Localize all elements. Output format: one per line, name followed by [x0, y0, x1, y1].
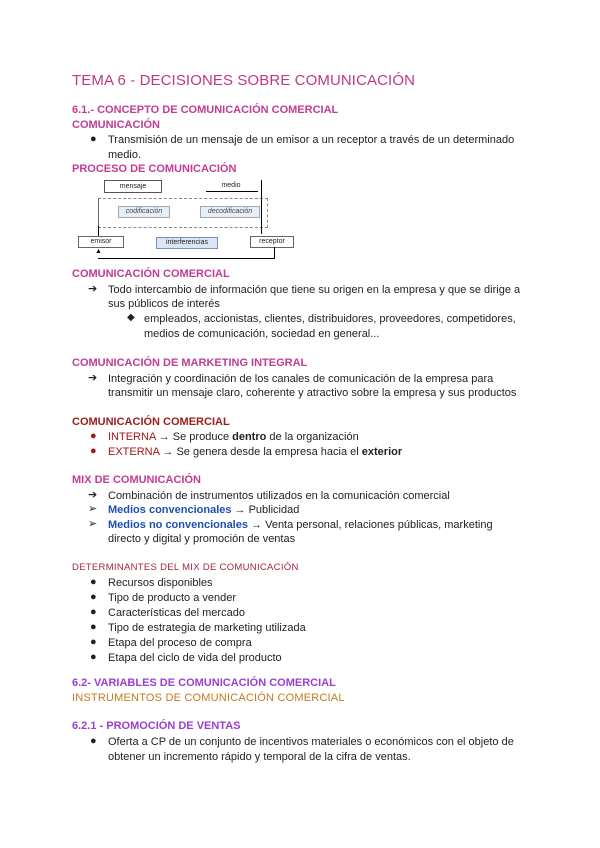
emisor-connector	[98, 226, 99, 236]
comunicacion-text-line1: Transmisión de un mensaje de un emisor a un receptor a través de un determinado	[108, 134, 515, 146]
mix-heading: MIX DE COMUNICACIÓN	[72, 474, 201, 486]
bullet-dot: ●	[90, 735, 97, 747]
medios-convencionales-label: Medios convencionales	[108, 504, 232, 516]
medios-no-convencionales-line2: directo y digital y promoción de ventas	[108, 533, 296, 545]
determinante-item: Recursos disponibles	[108, 577, 213, 589]
interna-line	[108, 430, 359, 445]
arrow-icon: ➔	[88, 283, 98, 295]
bullet-dot: ●	[90, 636, 97, 648]
bullet-dot: ●	[90, 606, 97, 618]
section-6-2-heading: 6.2- VARIABLES DE COMUNICACIÓN COMERCIAL	[72, 677, 336, 689]
mix-arrow-text: Combinación de instrumentos utilizados en la comunicación comercial	[108, 490, 450, 502]
codificacion-box: codificación	[118, 206, 170, 218]
bullet-dot: ●	[90, 133, 97, 145]
comunicacion-comercial-2-heading: COMUNICACIÓN COMERCIAL	[72, 416, 230, 428]
bullet-dot: ●	[90, 445, 97, 457]
interna-pre: → Se produce	[155, 431, 233, 443]
interna-label: INTERNA	[108, 431, 156, 443]
marketing-text-line2: transmitir un mensaje claro, coherente y atractivo sobre la empresa y sus productos	[108, 387, 517, 399]
externa-bold: exterior	[361, 446, 403, 458]
determinante-item: Etapa del ciclo de vida del producto	[108, 652, 282, 664]
externa-pre: → Se genera desde la empresa hacia el	[159, 446, 362, 458]
arrow-icon: ➔	[88, 372, 98, 384]
externa-label: EXTERNA	[108, 446, 160, 458]
determinante-item: Tipo de producto a vender	[108, 592, 237, 604]
receptor-connector	[261, 180, 262, 234]
instrumentos-heading: INSTRUMENTOS DE COMUNICACIÓN COMERCIAL	[72, 692, 345, 704]
arrowhead-icon: ➢	[88, 518, 98, 530]
marketing-text-line1: Integración y coordinación de los canales de comunicación de la empresa para	[108, 373, 494, 385]
diamond-icon: ◆	[127, 312, 135, 323]
proceso-heading: PROCESO DE COMUNICACIÓN	[72, 163, 237, 175]
marketing-integral-heading: COMUNICACIÓN DE MARKETING INTEGRAL	[72, 357, 308, 369]
publicos-text-line1: empleados, accionistas, clientes, distribuidores, proveedores, competidores,	[144, 313, 516, 325]
promocion-text-line1: Oferta a CP de un conjunto de incentivos materiales o económicos con el objeto de	[108, 736, 514, 748]
comunicacion-comercial-heading: COMUNICACIÓN COMERCIAL	[72, 268, 230, 280]
bullet-dot: ●	[90, 621, 97, 633]
feedback-line-up	[274, 247, 275, 259]
section-6-1-heading: 6.1.- CONCEPTO DE COMUNICACIÓN COMERCIAL	[72, 104, 339, 116]
comunicacion-heading: COMUNICACIÓN	[72, 119, 160, 131]
communication-process-diagram	[78, 180, 288, 260]
medios-no-convencionales-rest: → Venta personal, relaciones públicas, marketing	[247, 519, 493, 531]
bullet-dot: ●	[90, 576, 97, 588]
decodificacion-box: decodificación	[200, 206, 260, 218]
emisor-box: emisor	[78, 236, 124, 248]
medios-convencionales-line	[108, 503, 299, 518]
arrowhead-icon: ➢	[88, 503, 98, 515]
determinantes-heading: DETERMINANTES DEL MIX DE COMUNICACIÓN	[72, 562, 299, 573]
mensaje-box: mensaje	[104, 180, 162, 193]
page-title: TEMA 6 - DECISIONES SOBRE COMUNICACIÓN	[72, 72, 416, 89]
externa-line	[108, 445, 402, 460]
publicos-text-line2: medios de comunicación, sociedad en general...	[144, 328, 380, 340]
feedback-line	[98, 258, 274, 259]
medio-label: medio	[221, 182, 241, 189]
bullet-dot: ●	[90, 591, 97, 603]
arrow-icon: ➔	[88, 489, 98, 501]
feedback-arrow-icon: ▲	[95, 248, 102, 255]
bullet-dot: ●	[90, 651, 97, 663]
interna-bold: dentro	[232, 431, 267, 443]
medios-convencionales-rest: → Publicidad	[231, 504, 300, 516]
promocion-text-line2: obtener un incremento rápido y temporal de la cifra de ventas.	[108, 751, 411, 763]
bullet-dot: ●	[90, 430, 97, 442]
comercial-text-line1: Todo intercambio de información que tiene su origen en la empresa y que se dirige a	[108, 284, 521, 296]
determinante-item: Tipo de estrategia de marketing utilizada	[108, 622, 306, 634]
determinante-item: Características del mercado	[108, 607, 245, 619]
medio-underline	[206, 191, 258, 192]
medios-no-convencionales-line	[108, 518, 493, 533]
interna-post: de la organización	[266, 431, 359, 443]
comercial-text-line2: sus públicos de interés	[108, 298, 220, 310]
interferencias-box: interferencias	[156, 237, 218, 249]
receptor-box: receptor	[250, 236, 294, 248]
comunicacion-text-line2: medio.	[108, 149, 142, 161]
section-6-2-1-heading: 6.2.1 - PROMOCIÓN DE VENTAS	[72, 720, 241, 732]
determinante-item: Etapa del proceso de compra	[108, 637, 252, 649]
medios-no-convencionales-label: Medios no convencionales	[108, 519, 248, 531]
